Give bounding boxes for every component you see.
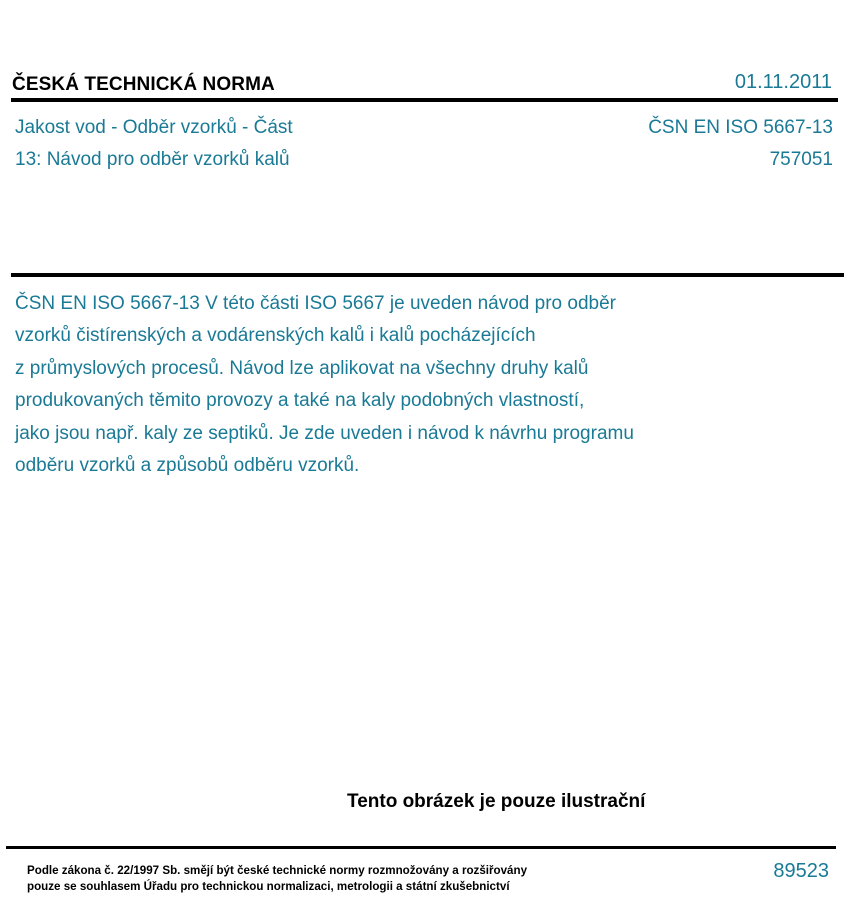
legal-line-1: Podle zákona č. 22/1997 Sb. smějí být české technické normy rozmnožovány a rozšiřovány bbox=[27, 864, 528, 877]
header-divider bbox=[11, 98, 838, 102]
abstract-divider bbox=[11, 273, 844, 277]
standard-code: ČSN EN ISO 5667-13 bbox=[648, 117, 833, 138]
abstract-line: ČSN EN ISO 5667-13 V této části ISO 5667 je uveden návod pro odběr bbox=[15, 293, 616, 314]
legal-line-2: pouze se souhlasem Úřadu pro technickou normalizaci, metrologii a státní zkušebnictví bbox=[27, 880, 510, 893]
abstract-line: odběru vzorků a způsobů odběru vzorků. bbox=[15, 455, 360, 477]
abstract-line: produkovaných těmito provozy a také na kaly podobných vlastností, bbox=[15, 390, 585, 412]
catalog-number: 89523 bbox=[773, 860, 829, 882]
abstract-line: vzorků čistírenských a vodárenských kalů i kalů pocházejících bbox=[15, 325, 536, 347]
abstract-line: z průmyslových procesů. Návod lze aplikovat na všechny druhy kalů bbox=[15, 357, 589, 379]
abstract-text bbox=[15, 288, 775, 482]
issue-date: 01.11.2011 bbox=[734, 71, 832, 93]
title-line-1: Jakost vod - Odběr vzorků - Část bbox=[15, 117, 293, 138]
illustration-note: Tento obrázek je pouze ilustrační bbox=[347, 791, 646, 812]
title-line-2: 13: Návod pro odběr vzorků kalů bbox=[15, 149, 290, 170]
footer-divider bbox=[6, 846, 836, 849]
class-number: 757051 bbox=[769, 149, 833, 170]
standard-type-heading: ČESKÁ TECHNICKÁ NORMA bbox=[12, 74, 275, 95]
legal-notice bbox=[27, 863, 527, 895]
abstract-line: jako jsou např. kaly ze septiků. Je zde uveden i návod k návrhu programu bbox=[15, 422, 634, 444]
